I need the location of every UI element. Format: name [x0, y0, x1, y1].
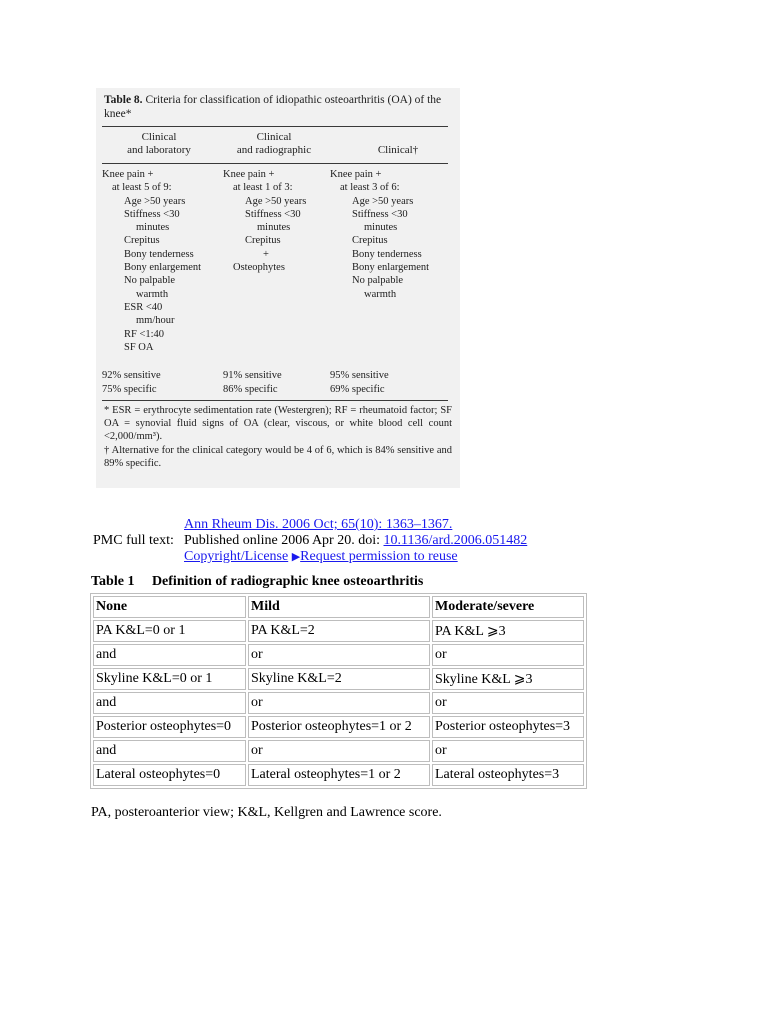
table-cell-mild: Skyline K&L=2: [248, 668, 430, 690]
journal-citation-link[interactable]: Ann Rheum Dis. 2006 Oct; 65(10): 1363–1367.: [184, 517, 453, 532]
clinical-line: Crepitus: [352, 235, 388, 247]
table-cell-moderate-severe: Posterior osteophytes=3: [432, 716, 584, 738]
table-cell-none: Posterior osteophytes=0: [93, 716, 246, 738]
table-cell-none: Skyline K&L=0 or 1: [93, 668, 246, 690]
clinical-laboratory-line: Bony tenderness: [124, 248, 194, 260]
table8-top-rule: [102, 126, 448, 127]
clinical-line: Bony enlargement: [352, 262, 430, 274]
table-row: [93, 764, 584, 786]
header-none: None: [93, 596, 246, 618]
clinical-radiographic-line: Osteophytes: [233, 262, 285, 274]
clinical-radiographic-line: +: [263, 248, 269, 260]
table8-bottom-rule: [102, 400, 448, 401]
clinical-laboratory-line: RF <1:40: [124, 328, 165, 340]
table-row: [93, 692, 584, 714]
table-header-row: [93, 596, 584, 618]
clinical-laboratory-line: Knee pain +: [102, 169, 154, 180]
table-cell-none: PA K&L=0 or 1: [93, 620, 246, 642]
table8-header-clinical-radiographic: Clinical and radiographic: [236, 131, 312, 156]
clinical-laboratory-line: at least 5 of 9:: [112, 182, 172, 194]
clinical-line: minutes: [364, 222, 398, 234]
table-cell-mild: PA K&L=2: [248, 620, 430, 642]
table-row: [93, 668, 584, 690]
table-row: [93, 740, 584, 762]
pmc-full-text-label: PMC full text:: [93, 533, 174, 548]
table8-header-clinical-laboratory: Clinical and laboratory: [127, 131, 191, 156]
clinical-line: Stiffness <30: [352, 208, 408, 220]
radiographic-oa-table: [90, 593, 587, 789]
table-cell-none: and: [93, 644, 246, 666]
doi-link[interactable]: 10.1136/ard.2006.051482: [383, 533, 528, 548]
clinical-laboratory-line: warmth: [136, 288, 169, 300]
header-moderate-severe: Moderate/severe: [432, 596, 584, 618]
table-row: [93, 620, 584, 642]
table-cell-mild: or: [248, 692, 430, 714]
table1-title: Table 1 Definition of radiographic knee osteoarthritis: [91, 574, 424, 589]
table-cell-mild: or: [248, 740, 430, 762]
clinical-radiographic-line: Stiffness <30: [245, 208, 301, 220]
clinical-line: Age >50 years: [352, 195, 414, 207]
table8-footnote-alternative: † Alternative for the clinical category would be 4 of 6, which is 84% sensitive and 89% specific.: [104, 445, 452, 470]
table-cell-none: and: [93, 692, 246, 714]
clinical-radiographic-line: at least 1 of 3:: [233, 182, 293, 194]
clinical-radiographic-line: Age >50 years: [245, 195, 307, 207]
table8-column-clinical: [330, 168, 429, 301]
clinical-radiographic-line: Crepitus: [245, 235, 281, 247]
clinical-line: at least 3 of 6:: [340, 182, 400, 194]
table-cell-mild: or: [248, 644, 430, 666]
clinical-line: No palpable: [352, 275, 404, 287]
copyright-license-link[interactable]: Copyright/License: [184, 549, 289, 564]
clinical-line: Knee pain +: [330, 169, 382, 180]
table1-footnote: PA, posteroanterior view; K&L, Kellgren and Lawrence score.: [91, 805, 442, 820]
clinical-laboratory-line: minutes: [136, 222, 170, 234]
table-cell-moderate-severe: or: [432, 692, 584, 714]
table8-stats-clinical-radiographic: 91% sensitive 86% specific: [223, 370, 282, 395]
scanned-table-image: [96, 88, 460, 488]
table-row: [93, 644, 584, 666]
clinical-radiographic-line: minutes: [257, 222, 291, 234]
table8-title: Table 8. Criteria for classification of idiopathic osteoarthritis (OA) of the knee*: [104, 94, 442, 120]
clinical-laboratory-line: Stiffness <30: [124, 208, 180, 220]
clinical-line: warmth: [364, 288, 397, 300]
clinical-laboratory-line: Crepitus: [124, 235, 160, 247]
table8-stats-clinical-laboratory: 92% sensitive 75% specific: [102, 370, 161, 395]
citation-block: [93, 517, 527, 565]
table-cell-moderate-severe: PA K&L ⩾3: [432, 620, 584, 642]
table-row: [93, 716, 584, 738]
clinical-laboratory-line: SF OA: [124, 341, 154, 353]
table-cell-moderate-severe: Lateral osteophytes=3: [432, 764, 584, 786]
clinical-laboratory-line: Bony enlargement: [124, 262, 202, 274]
published-date-text: Published online 2006 Apr 20. doi:: [184, 533, 384, 548]
table-cell-moderate-severe: or: [432, 644, 584, 666]
clinical-laboratory-line: mm/hour: [136, 315, 175, 327]
table8-column-clinical-radiographic: [223, 168, 309, 274]
table-cell-none: and: [93, 740, 246, 762]
table-cell-none: Lateral osteophytes=0: [93, 764, 246, 786]
table-cell-mild: Lateral osteophytes=1 or 2: [248, 764, 430, 786]
table8-column-clinical-laboratory: [102, 168, 201, 354]
play-arrow-icon: ▶: [291, 551, 301, 563]
clinical-laboratory-line: No palpable: [124, 275, 176, 287]
table8-stats-clinical: 95% sensitive 69% specific: [330, 370, 389, 395]
clinical-line: Bony tenderness: [352, 248, 422, 260]
clinical-laboratory-line: Age >50 years: [124, 195, 186, 207]
request-permission-link[interactable]: Request permission to reuse: [300, 549, 458, 564]
header-mild: Mild: [248, 596, 430, 618]
table-cell-mild: Posterior osteophytes=1 or 2: [248, 716, 430, 738]
table8-footnote-abbreviations: * ESR = erythrocyte sedimentation rate (Westergren); RF = rheumatoid factor; SF OA = synovial fluid signs of OA (clear, viscous, or white blood cell count <2,000/mm³).: [104, 405, 452, 443]
table-cell-moderate-severe: or: [432, 740, 584, 762]
clinical-laboratory-line: ESR <40: [124, 301, 163, 313]
table8-header-clinical: Clinical†: [377, 144, 419, 156]
table8-header-rule: [102, 163, 448, 164]
clinical-radiographic-line: Knee pain +: [223, 169, 275, 180]
table-cell-moderate-severe: Skyline K&L ⩾3: [432, 668, 584, 690]
